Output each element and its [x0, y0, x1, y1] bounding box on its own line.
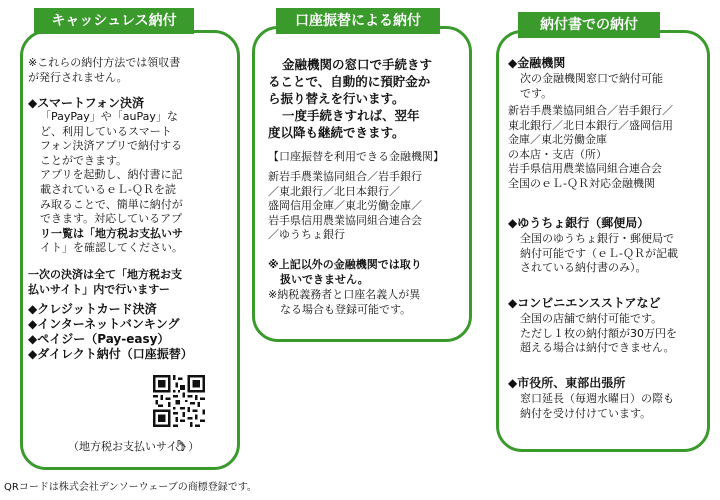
- panel-direct-debit-title: 口座振替による納付: [276, 8, 440, 34]
- direct-debit-intro: 金融機関の窓口で手続きす ることで、自動的に預貯金か ら振り替えを行います。 一度手続きすれば、翌年 度以降も継続できます。: [268, 57, 433, 140]
- method-credit-card: ◆クレジットカード決済: [28, 302, 157, 316]
- bank-list: 新岩手農業協同組合／岩手銀行／ 東北銀行／北日本銀行／盛岡信用 金庫／東北労働金庫 の本店・支店（所） 岩手県信用農業協同組合連合会 全国のｅＬ-ＱＲ対応金融機関: [508, 104, 673, 190]
- banks-list: 新岩手農業協同組合／岩手銀行 ／東北銀行／北日本銀行／ 盛岡信用金庫／東北労働金庫／ 岩手県信用農業協同組合連合会 ／ゆうちょ銀行: [268, 170, 422, 242]
- qr-caption: （地方税お支払いサイト）: [68, 440, 200, 453]
- panel-cashless-title: キャッシュレス納付: [34, 8, 194, 34]
- method-direct-debit: ◆ダイレクト納付（口座振替）: [28, 347, 193, 361]
- convenience-store-body: 全国の店舗で納付可能です。 ただし１枚の納付額が30万円を 超える場合は納付できません。: [520, 312, 677, 355]
- bank-heading: ◆金融機関: [508, 56, 566, 70]
- bank-body: 次の金融機関窓口で納付可能 です。: [520, 72, 663, 100]
- panel-payment-slip-title: 納付書での納付: [518, 12, 660, 38]
- method-pay-easy: ◆ペイジー（Pay-easy）: [28, 332, 170, 346]
- other-payments-intro: 一次の決済は全て「地方税お支 払いサイト」内で行いますー: [28, 268, 182, 296]
- method-internet-banking: ◆インターネットバンキング: [28, 317, 180, 331]
- qr-code: [153, 375, 205, 427]
- footer-trademark-note: QRコードは株式会社デンソーウェーブの商標登録です。: [4, 482, 257, 493]
- direct-debit-note: ※納税義務者と口座名義人が異 なる場合も登録可能です。: [268, 288, 421, 316]
- smartphone-body: 「PayPay」や「auPay」な ど、利用しているスマート フォン決済アプリで納付する ことができます。 アプリを起動し、納付書に記 載されているｅＬ-ＱＲを読 み取ることで、簡単に納付が できます。対応しているアプ リ一覧は「地方税お支払いサ イト」を確認してください。: [40, 110, 183, 255]
- payment-methods-list: [28, 302, 193, 362]
- banks-heading: 【口座振替を利用できる金融機関】: [268, 150, 444, 163]
- city-hall-body: 窓口延長（毎週水曜日）の際も 納付を受け付けています。: [520, 392, 674, 420]
- convenience-store-heading: ◆コンビニエンスストアなど: [508, 296, 661, 310]
- city-hall-heading: ◆市役所、東部出張所: [508, 376, 626, 390]
- cashless-note: ※これらの納付方法では領収書 が発行されません。: [28, 56, 181, 84]
- pointer-hand-icon: [175, 440, 185, 451]
- post-office-body: 全国のゆうちょ銀行・郵便局で 納付可能です（ｅＬ-ＱＲが記載 されている納付書のみ）。: [520, 232, 678, 275]
- post-office-heading: ◆ゆうちょ銀行（郵便局）: [508, 216, 650, 230]
- smartphone-heading: ◆スマートフォン決済: [28, 96, 145, 110]
- direct-debit-note-bold: ※上記以外の金融機関では取り 扱いできません。: [268, 258, 422, 286]
